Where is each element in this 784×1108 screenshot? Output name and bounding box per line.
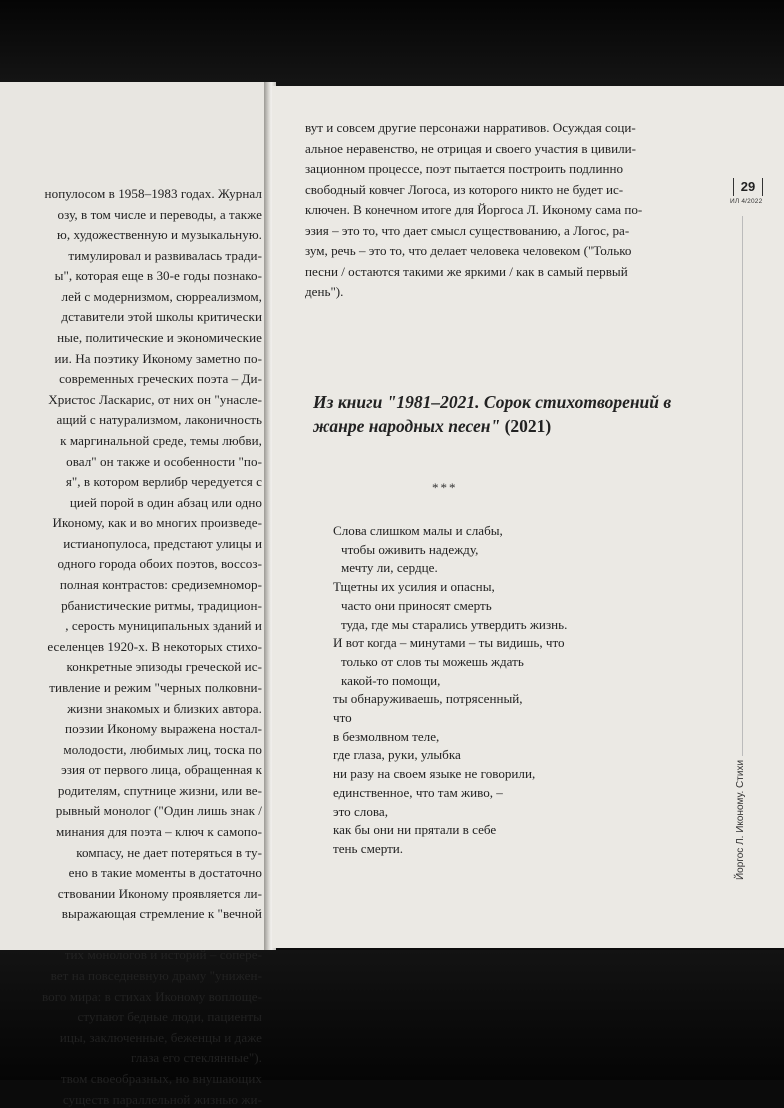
paragraph-line: зационном процессе, поэт пытается построить подлинно <box>305 161 624 176</box>
paragraph-line: альное неравенство, не отрицая и своего участия в цивили- <box>305 140 636 156</box>
page-number: 29 <box>733 178 763 196</box>
poem-line: Слова слишком малы и слабы, <box>333 523 503 538</box>
section-title <box>313 390 723 438</box>
left-page-line: ступают бедные люди, пациенты <box>77 1009 262 1025</box>
left-page-line: ено в такие моменты в достаточно <box>68 865 262 881</box>
left-page-line: глаза его стеклянные"). <box>131 1050 262 1066</box>
section-title-year: (2021) <box>500 416 552 436</box>
poem-line: ты обнаруживаешь, потрясенный, <box>333 691 523 707</box>
poem-line: где глаза, руки, улыбка <box>333 747 461 763</box>
margin-rule <box>742 216 743 756</box>
left-page-line: компасу, не дает потеряться в ту- <box>76 844 262 860</box>
poem <box>333 522 713 859</box>
left-page-line: современных греческих поэта – Ди- <box>59 371 262 387</box>
left-page-line: существ параллельной жизнью жи- <box>62 1091 262 1107</box>
poem-line: какой-то помощи, <box>341 672 441 688</box>
left-page-line: ицы, заключенные, беженцы и даже <box>59 1029 262 1045</box>
left-page-line: я", в котором верлибр чередуется с <box>65 474 262 490</box>
left-page-line: выражающая стремление к "вечной <box>61 906 262 922</box>
poem-line: ни разу на своем языке не говорили, <box>333 766 536 782</box>
left-page-line: нопулосом в 1958–1983 годах. Журнал <box>44 186 262 201</box>
running-title: Йоргос Л. Иконому. Стихи <box>735 759 746 880</box>
paragraph-line: зум, речь – это то, что делает человека человеком ("Только <box>305 243 632 258</box>
poem-line: только от слов ты можешь ждать <box>341 653 524 669</box>
left-page-line: ы", которая еще в 30-е годы познако- <box>54 268 262 284</box>
poem-line: часто они приносят смерть <box>341 597 492 613</box>
poem-line: тень смерти. <box>333 840 404 856</box>
paragraph-line: песни / остаются такими же яркими / как в самый первый <box>305 263 628 279</box>
left-page-line: тимулировал и развивалась тради- <box>68 247 262 263</box>
left-page-line: родителям, спутнице жизни, или ве- <box>57 782 262 798</box>
poem-line: туда, где мы старались утвердить жизнь. <box>341 616 568 632</box>
journal-issue-label: ИЛ 4/2022 <box>730 198 763 205</box>
left-page-line: ствовании Иконому проявляется ли- <box>57 885 262 901</box>
left-page-line: полная контрастов: средиземномор- <box>59 577 262 593</box>
left-page-line: еселенцев 1920-х. В некоторых стихо- <box>47 638 262 654</box>
left-page-line: к маргинальной среде, темы любви, <box>60 432 262 448</box>
left-page-line: жизни знакомых и близких автора. <box>67 700 262 716</box>
paragraph-line: ключен. В конечном итоге для Йоргоса Л. Иконому сама по- <box>305 202 643 217</box>
poem-line: единственное, что там живо, – <box>333 784 503 800</box>
left-page-line: лей с модернизмом, сюрреализмом, <box>61 288 262 304</box>
left-page-line: эзия от первого лица, обращенная к <box>61 762 262 778</box>
poem-line: это слова, <box>333 803 388 819</box>
left-page-line: тивление и режим "черных полковни- <box>49 679 262 695</box>
left-page-line: поэзии Иконому выражена ностал- <box>65 721 262 737</box>
left-page-line: цией порой в один абзац или одно <box>69 494 262 510</box>
left-page-line: , серость муниципальных зданий и <box>65 618 262 634</box>
left-page-line: конкретные эпизоды греческой ис- <box>66 659 262 675</box>
left-page-line: одного города обоих поэтов, воссоз- <box>57 556 262 572</box>
paragraph-line: день"). <box>305 284 344 299</box>
left-page-line: Иконому, как и во многих произведе- <box>52 515 262 531</box>
left-page <box>0 82 266 1107</box>
left-page-line: ии. На поэтику Иконому заметно по- <box>54 350 262 366</box>
paragraph-line: вут и совсем другие персонажи нарративов. Осуждая соци- <box>305 120 636 135</box>
section-separator: *** <box>432 480 458 495</box>
left-page-line: молодости, любимых лиц, тоска по <box>63 741 262 757</box>
left-page-line: озу, в том числе и переводы, а также <box>57 206 262 222</box>
poem-line: чтобы оживить надежду, <box>341 541 479 557</box>
poem-line: как бы они ни прятали в себе <box>333 822 497 838</box>
left-page-line: ные, политические и экономические <box>57 330 262 346</box>
poem-line: Тщетны их усилия и опасны, <box>333 579 495 595</box>
poem-line: И вот когда – минутами – ты видишь, что <box>333 635 565 651</box>
left-page-line: ю, художественную и музыкальную. <box>57 227 262 243</box>
left-page-line: вет на повседневную драму "унижен- <box>50 968 262 984</box>
poem-line: что <box>333 710 352 726</box>
left-page-line: минания для поэта – ключ к самопо- <box>56 823 262 839</box>
right-page-paragraph <box>305 118 715 303</box>
left-page-line: рбанистические ритмы, традицион- <box>61 597 262 613</box>
paragraph-line: эзия – это то, что дает смысл существованию, а Логос, ра- <box>305 222 630 238</box>
left-page-line: Христос Ласкарис, от них он "унасле- <box>48 391 262 407</box>
left-page-line: тих монологов и историй – сопере- <box>64 947 262 963</box>
section-title-book: Из книги "1981–2021. Сорок стихотворений в жанре народных песен" <box>313 392 672 436</box>
paragraph-line: свободный ковчег Логоса, из которого никто не будет ис- <box>305 181 624 197</box>
left-page-line: ащий с натурализмом, лаконичность <box>56 412 262 428</box>
left-page-line: рывный монолог ("Один лишь знак / <box>55 803 262 819</box>
poem-line: мечту ли, сердце. <box>341 560 438 576</box>
poem-line: в безмолвном теле, <box>333 728 440 744</box>
scanner-background-top <box>0 0 784 88</box>
left-page-line: вого мира: в стихах Иконому воплоще- <box>42 988 262 1004</box>
left-page-line: истианопулоса, предстают улицы и <box>63 535 262 551</box>
left-page-line: твом своеобразных, но внушающих <box>60 1070 262 1086</box>
left-page-line: овал" он также и особенности "по- <box>66 453 262 469</box>
left-page-line: дставители этой школы критически <box>61 309 262 325</box>
